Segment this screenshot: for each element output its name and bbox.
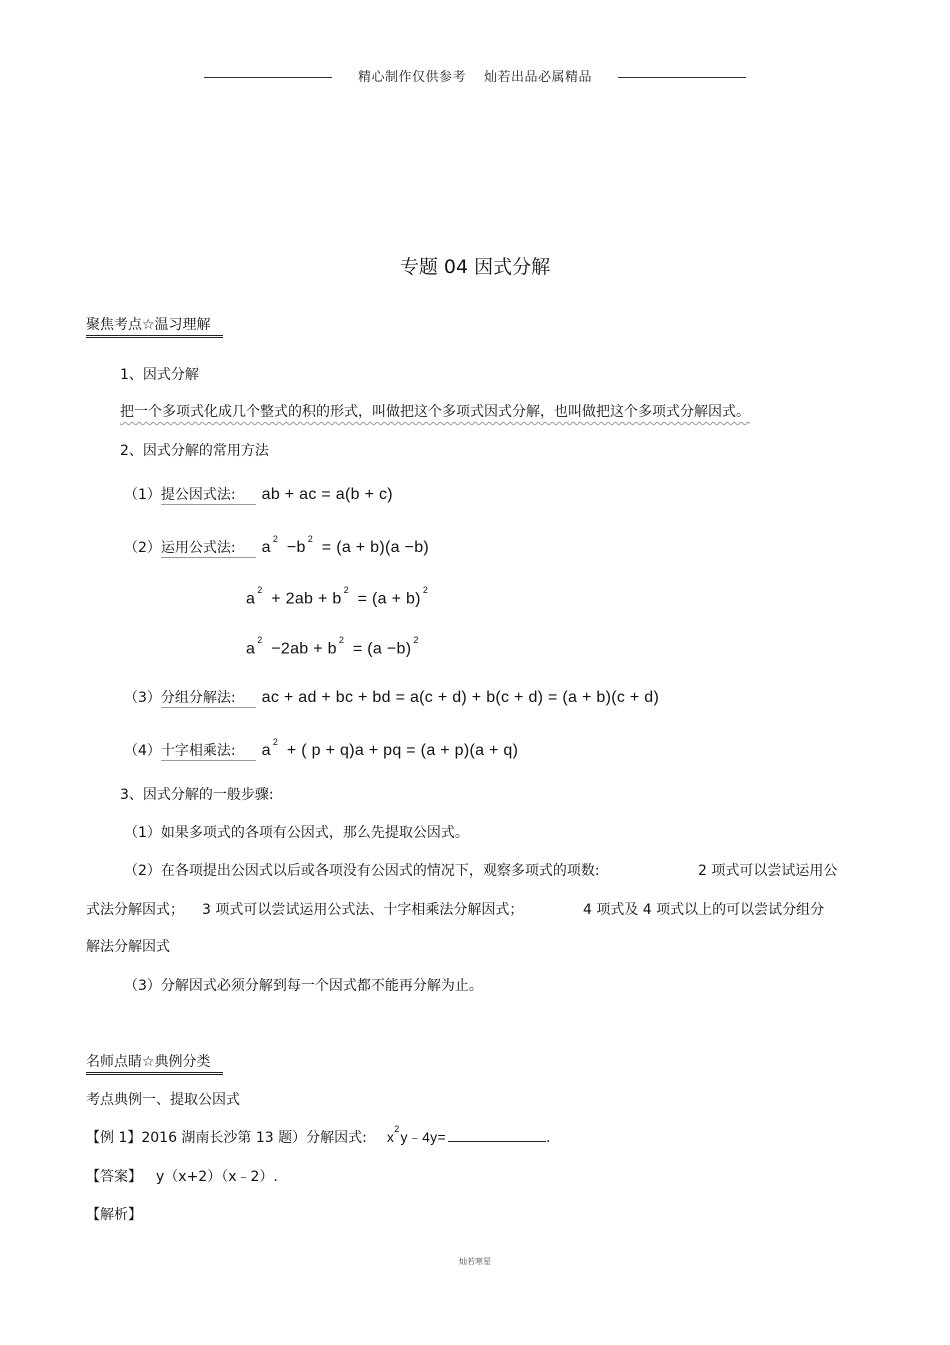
answer-line: [86, 1166, 278, 1186]
method-2-formula-1: $a^2 -b^2 = (a + b)(a -b)$: [261, 533, 430, 556]
step-2a: （2）在各项提出公因式以后或各项没有公因式的情况下，观察多项式的项数:: [124, 863, 600, 879]
step-2d: 3 项式可以尝试运用公式法、十字相乘法分解因式；: [202, 902, 524, 918]
header-dash-left: [204, 77, 332, 78]
step-2e: 4 项式及 4 项式以上的可以尝试分组分: [583, 902, 825, 918]
method-1: （1）提公因式法: ab + ac = a(b + c): [124, 486, 393, 503]
method-3-label: 分组分解法:: [161, 687, 256, 708]
step-3: （3）分解因式必须分解到每一个因式都不能再分解为止。: [124, 978, 483, 994]
method-4-label: 十字相乘法:: [161, 740, 256, 761]
page-title: 专题 04 因式分解: [399, 256, 551, 278]
header-text-1: 精心制作仅供参考: [357, 70, 466, 85]
item1-title: 1、因式分解: [120, 367, 199, 383]
step-1: （1）如果多项式的各项有公因式，那么先提取公因式。: [124, 825, 469, 841]
method-2-label: 运用公式法:: [161, 537, 256, 558]
method-3-formula: ac + ad + bc + bd = a(c + d) + b(c + d) = (a + b)(c + d): [261, 689, 660, 706]
example-1: 【例 1】2016 湖南长沙第 13 题）分解因式: $x^2y﹣4y=$ .: [86, 1124, 551, 1146]
answer-text: y（x+2）（x﹣2）.: [156, 1169, 278, 1185]
step-2c: 式法分解因式；: [86, 902, 184, 918]
method-1-formula: ab + ac = a(b + c): [261, 486, 393, 503]
header-dash-right: [618, 77, 746, 78]
method-1-label: 提公因式法:: [161, 484, 256, 505]
header-text-2: 灿若出品必属精品: [484, 70, 593, 85]
item2-title: 2、因式分解的常用方法: [120, 443, 269, 459]
section-heading-2: 名师点睛☆典例分类: [86, 1051, 223, 1071]
analysis-label: 【解析】: [86, 1207, 142, 1223]
item1-definition: 把一个多项式化成几个整式的积的形式，叫做把这个多项式因式分解，也叫做把这个多项式分解因式。: [120, 404, 750, 420]
page-header: [0, 66, 950, 85]
example-category: 考点典例一、提取公因式: [86, 1092, 240, 1108]
method-3: （3）分组分解法: ac + ad + bc + bd = a(c + d) + b(c + d) = (a + b)(c + d): [124, 689, 660, 706]
item3-title: 3、因式分解的一般步骤:: [120, 787, 274, 803]
example-1-expression: $x^2y﹣4y=$: [386, 1124, 446, 1145]
answer-label: 【答案】: [86, 1169, 142, 1185]
section-heading-1: 聚焦考点☆温习理解: [86, 314, 223, 334]
method-4: （4）十字相乘法: $a^2$ + ( p + q)a + pq = (a + p)(a + q): [124, 736, 519, 759]
step-2b: 2 项式可以尝试运用公: [698, 863, 838, 879]
page-footer: 灿若寒星: [459, 1257, 491, 1266]
answer-blank: [448, 1141, 546, 1142]
step-2f: 解法分解因式: [86, 939, 170, 955]
method-2: （2）运用公式法: $a^2 -b^2 = (a + b)(a -b)$: [124, 533, 430, 556]
method-4-formula: $a^2$ + ( p + q)a + pq = (a + p)(a + q): [261, 736, 519, 759]
method-2-formula-2: $a^2 + 2ab + b^2 = (a + b)^2$: [246, 585, 429, 608]
example-1-text: 【例 1】2016 湖南长沙第 13 题）分解因式:: [86, 1130, 367, 1146]
method-2-formula-3: $a^2 -2ab + b^2 = (a -b)^2$: [246, 635, 419, 658]
